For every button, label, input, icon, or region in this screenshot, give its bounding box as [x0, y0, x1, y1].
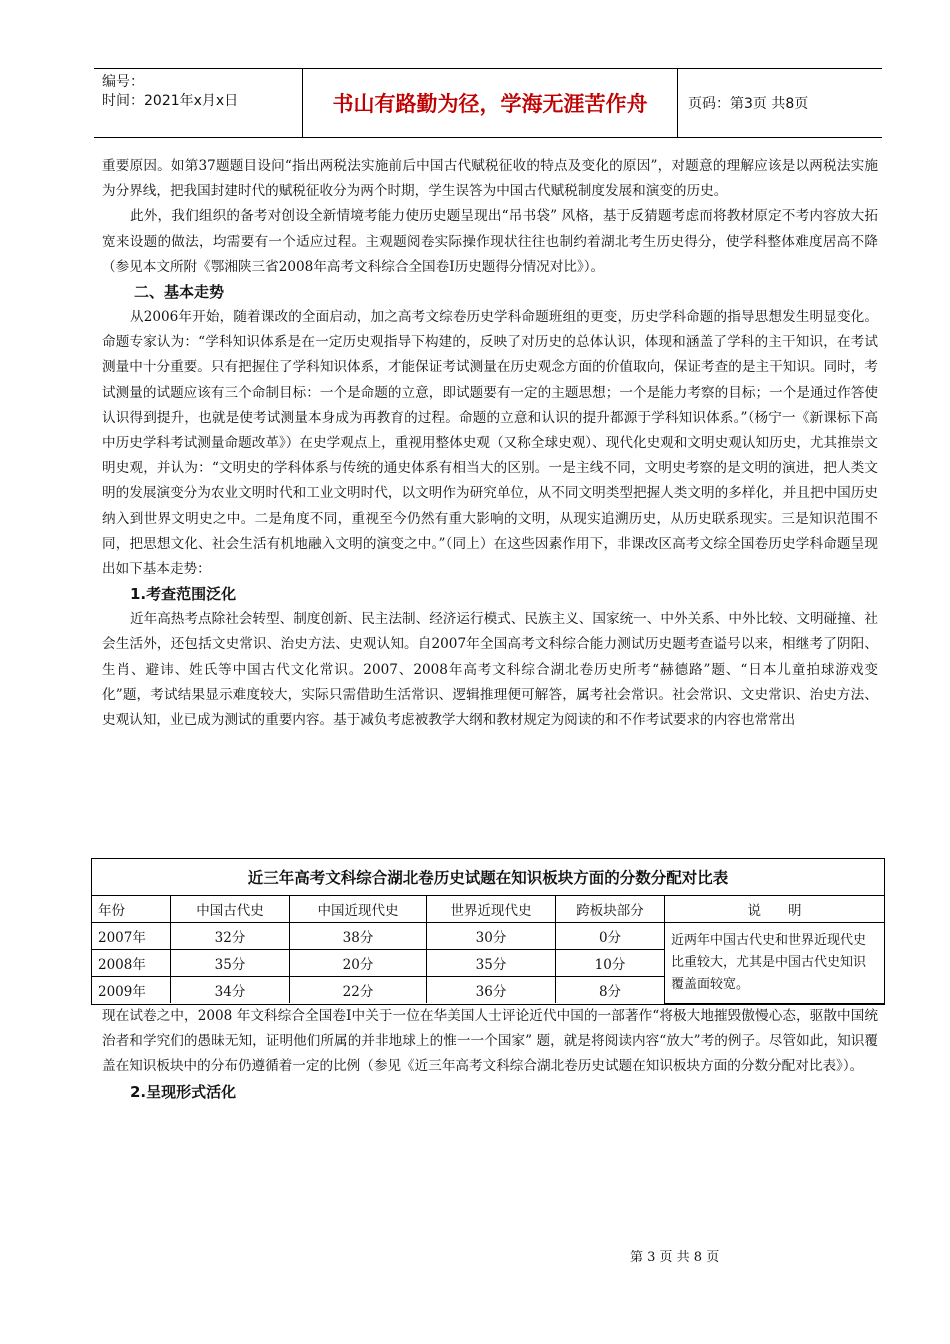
col-header: 年份: [92, 896, 171, 923]
page-footer: 第 3 页 共 8 页: [630, 1250, 720, 1265]
col-header: 中国近现代史: [290, 896, 427, 923]
cell: 2008年: [92, 950, 171, 977]
col-header: 说 明: [665, 896, 885, 923]
score-table: [91, 858, 885, 1005]
paragraph: 现在试卷之中，2008 年文科综合全国卷Ⅰ中关于一位在华美国人士评论近代中国的一部著作“将极大地摧毁傲慢心态，驱散中国统治者和学究们的愚昧无知，证明他们所属的并非地球上的惟一一个国家” 题，就是将阅读内容“放大”考的例子。尽管如此，知识覆盖在知识板块中的分布仍遵循着一定的比例（参见《近三年高考文科综合湖北卷历史试题在知识板块方面的分数分配对比表》）。: [102, 1008, 878, 1075]
table-row: [92, 923, 884, 950]
paragraph: 从2006年开始，随着课改的全面启动，加之高考文综卷历史学科命题班组的更变，历史学科命题的指导思想发生明显变化。命题专家认为：“学科知识体系是在一定历史观指导下构建的，反映了对历史的总体认识，体现和涵盖了学科的主干知识，在考试测量中十分重要。只有把握住了学科知识体系，才能保证考试测量在历史观念方面的价值取向，保证考查的是主干知识。同时，考试测量的试题应该有三个命制目标：一个是命题的立意，即试题要有一定的主题思想；一个是能力考察的目标；一个是通过作答使认识得到提升，也就是使考试测量本身成为再教育的过程。命题的立意和认识的提升都源于学科知识体系。”（杨宁一《新课标下高中历史学科考试测量命题改革》）在史学观点上，重视用整体史观（又称全球史观）、现代化史观和文明史观认知历史，尤其推崇文明史观，并认为：“文明史的学科体系与传统的通史体系有相当大的区别。一是主线不同，文明史考察的是文明的演进，把人类文明的发展演变分为农业文明时代和工业文明时代，以文明作为研究单位，从不同文明类型把握人类文明的多样化，并且把中国历史纳入到世界文明史之中。二是角度不同，重视至今仍然有重大影响的文明，从现实追溯历史，从历史联系现实。三是知识范围不同，把思想文化、社会生活有机地融入文明的演变之中。”（同上）在这些因素作用下，非课改区高考文综全国卷历史学科命题呈现出如下基本走势：: [102, 309, 878, 578]
cell: 22分: [290, 977, 427, 1004]
col-header: 跨板块部分: [556, 896, 665, 923]
subsection-heading: 1.考查范围泛化: [130, 585, 237, 604]
cell: 30分: [427, 923, 556, 950]
date-line: 时间：2021年x月x日: [102, 93, 239, 109]
cell: 2007年: [92, 923, 171, 950]
serial-number: 编号：: [102, 74, 144, 90]
col-header: 中国古代史: [171, 896, 290, 923]
cell: 20分: [290, 950, 427, 977]
table-header-row: [92, 896, 884, 923]
cell: 10分: [556, 950, 665, 977]
cell: 34分: [171, 977, 290, 1004]
motto: 书山有路勤为径，学海无涯苦作舟: [303, 69, 678, 137]
header-meta: [94, 69, 303, 137]
subsection-heading: 2.呈现形式活化: [130, 1082, 237, 1101]
paragraph: 重要原因。如第37题题目设问“指出两税法实施前后中国古代赋税征收的特点及变化的原因”，对题意的理解应该是以两税法实施为分界线，把我国封建时代的赋税征收分为两个时期，学生误答为中国古代赋税制度发展和演变的历史。: [102, 158, 878, 200]
paragraph: 近年高热考点除社会转型、制度创新、民主法制、经济运行模式、民族主义、国家统一、中外关系、中外比较、文明碰撞、社会生活外，还包括文史常识、治史方法、史观认知。自2007年全国高考文科综合能力测试历史题考查谥号以来，相继考了阴阳、生肖、避讳、姓氏等中国古代文化常识。2007、2008年高考文科综合湖北卷历史所考“赫德路”题、“日本儿童拍球游戏变化”题，考试结果显示难度较大，实际只需借助生活常识、逻辑推理便可解答，属考社会常识。社会常识、文史常识、治史方法、史观认知，业已成为测试的重要内容。基于减负考虑被教学大纲和教材规定为阅读的和不作考试要求的内容也常常出: [102, 611, 878, 729]
cell: 38分: [290, 923, 427, 950]
section-heading: 二、基本走势: [134, 283, 225, 302]
page-header: [94, 68, 882, 138]
cell: 0分: [556, 923, 665, 950]
table-note: 近两年中国古代史和世界近现代史比重较大，尤其是中国古代史知识覆盖面较宽。: [665, 923, 885, 1004]
paragraph: 此外，我们组织的备考对创设全新情境考能力使历史题呈现出“吊书袋” 风格，基于反猜题考虑而将教材原定不考内容放大拓宽来设题的做法，均需要有一个适应过程。主观题阅卷实际操作现状往往也制约着湖北考生历史得分，使学科整体难度居高不降（参见本文所附《鄂湘陕三省2008年高考文科综合全国卷Ⅰ历史题得分情况对比》）。: [102, 208, 878, 275]
page-code: 页码：第3页 共8页: [688, 96, 809, 112]
col-header: 世界近现代史: [427, 896, 556, 923]
cell: 8分: [556, 977, 665, 1004]
cell: 2009年: [92, 977, 171, 1004]
cell: 36分: [427, 977, 556, 1004]
article-body: [102, 154, 878, 733]
table-title: 近三年高考文科综合湖北卷历史试题在知识板块方面的分数分配对比表: [92, 859, 884, 896]
cell: 35分: [427, 950, 556, 977]
cell: 32分: [171, 923, 290, 950]
cell: 35分: [171, 950, 290, 977]
article-body-continued: [102, 1004, 878, 1105]
